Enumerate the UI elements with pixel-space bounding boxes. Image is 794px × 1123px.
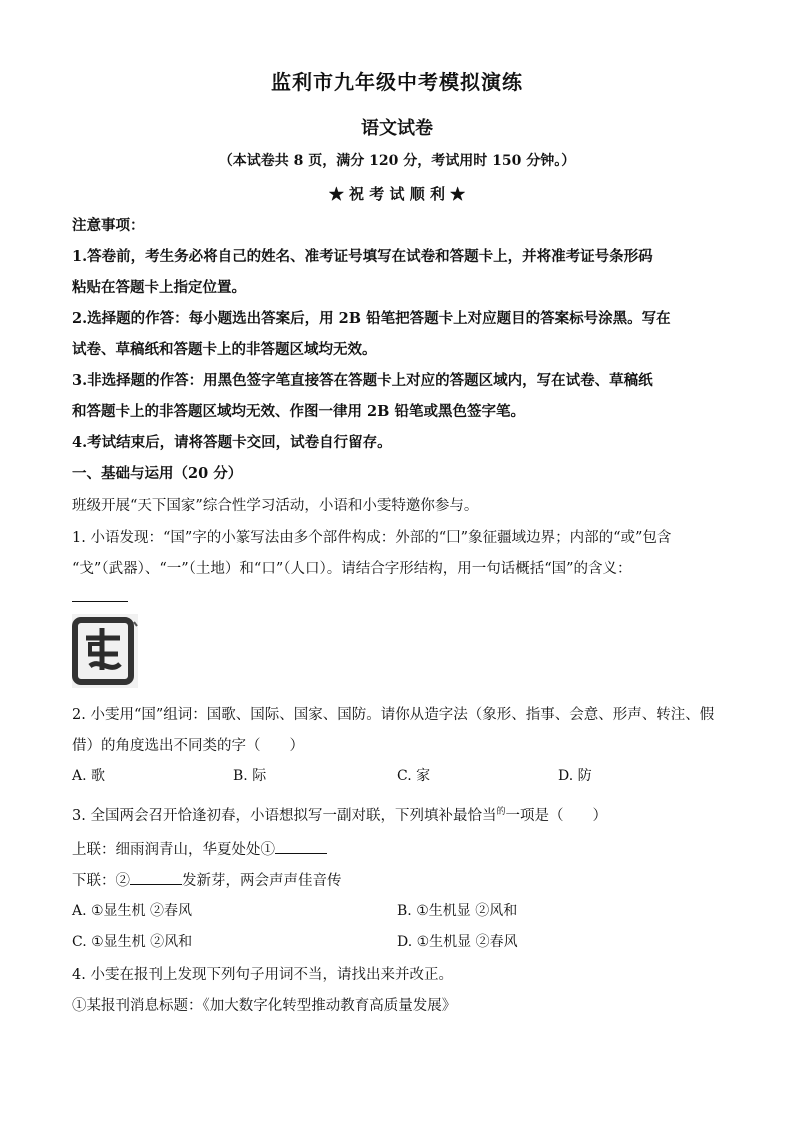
q2-option-c[interactable]: C. 家 xyxy=(397,768,431,784)
question-4-line-1: 4. 小雯在报刊上发现下列句子用词不当，请找出来并改正。 xyxy=(72,967,453,983)
q3-stem-suffix: 一项是（ ） xyxy=(505,808,607,824)
q3-stem-mark: 的 xyxy=(496,807,506,817)
answer-blank-line[interactable] xyxy=(72,601,128,602)
question-1-line-1: 1. 小语发现：“国”字的小篆写法由多个部件构成：外部的“囗”象征疆域边界；内部的“或”包含 xyxy=(72,530,672,546)
question-2-line-1: 2. 小雯用“国”组词：国歌、国际、国家、国防。请你从造字法（象形、指事、会意、形声、转注、假 xyxy=(72,707,715,723)
seal-script-guo-image xyxy=(72,614,138,688)
question-4-line-2: ①某报刊消息标题：《加大数字化转型推动教育高质量发展》 xyxy=(72,998,457,1014)
notice-item-2-line-1: 2.选择题的作答：每小题选出答案后，用 2B 铅笔把答题卡上对应题目的答案标号涂黑。写在 xyxy=(72,310,671,327)
q2-option-d[interactable]: D. 防 xyxy=(558,768,592,784)
couplet-lower xyxy=(72,869,732,890)
couplet-upper-text: 上联：细雨润青山，华夏处处① xyxy=(72,842,275,858)
notice-item-3-line-2: 和答题卡上的非答题区域均无效、作图一律用 2B 铅笔或黑色签字笔。 xyxy=(72,403,525,420)
question-2-line-2: 借）的角度选出不同类的字（ ） xyxy=(72,738,304,754)
notice-item-4: 4.考试结束后，请将答题卡交回，试卷自行留存。 xyxy=(72,434,392,451)
exam-subtitle: 语文试卷 xyxy=(361,118,433,139)
exam-info: （本试卷共 8 页，满分 120 分，考试用时 150 分钟。） xyxy=(218,153,576,169)
notice-heading: 注意事项： xyxy=(72,217,145,234)
section-intro: 班级开展“天下国家”综合性学习活动，小语和小雯特邀你参与。 xyxy=(72,498,479,514)
q3-option-b[interactable]: B. ①生机显 ②风和 xyxy=(397,903,518,919)
couplet-lower-prefix: 下联：② xyxy=(72,873,130,889)
couplet-lower-blank[interactable] xyxy=(130,872,182,885)
question-3-stem xyxy=(72,804,732,825)
notice-item-1-line-1: 1.答卷前，考生务必将自己的姓名、准考证号填写在试卷和答题卡上，并将准考证号条形码 xyxy=(72,248,653,265)
question-1-line-2: “戈”（武器）、“一”（土地）和“口”（人口）。请结合字形结构，用一句话概括“国”的含义： xyxy=(72,561,632,577)
couplet-upper xyxy=(72,838,732,859)
notice-item-3-line-1: 3.非选择题的作答：用黑色签字笔直接答在答题卡上对应的答题区域内，写在试卷、草稿纸 xyxy=(72,372,653,389)
notice-item-2-line-2: 试卷、草稿纸和答题卡上的非答题区域均无效。 xyxy=(72,341,377,358)
section-heading: 一、基础与运用（20 分） xyxy=(72,465,243,482)
q2-option-b[interactable]: B. 际 xyxy=(233,768,267,784)
q2-option-a[interactable]: A. 歌 xyxy=(72,768,106,784)
q3-option-a[interactable]: A. ①显生机 ②春风 xyxy=(72,903,193,919)
q3-option-d[interactable]: D. ①生机显 ②春风 xyxy=(397,934,518,950)
notice-item-1-line-2: 粘贴在答题卡上指定位置。 xyxy=(72,279,246,296)
good-luck-banner: ★ 祝 考 试 顺 利 ★ xyxy=(328,185,466,203)
exam-title: 监利市九年级中考模拟演练 xyxy=(271,70,523,94)
q3-option-c[interactable]: C. ①显生机 ②风和 xyxy=(72,934,193,950)
couplet-lower-suffix: 发新芽，两会声声佳音传 xyxy=(182,873,342,889)
couplet-upper-blank[interactable] xyxy=(275,841,327,854)
q3-stem-prefix: 3. 全国两会召开恰逢初春，小语想拟写一副对联，下列填补最恰当 xyxy=(72,808,497,824)
